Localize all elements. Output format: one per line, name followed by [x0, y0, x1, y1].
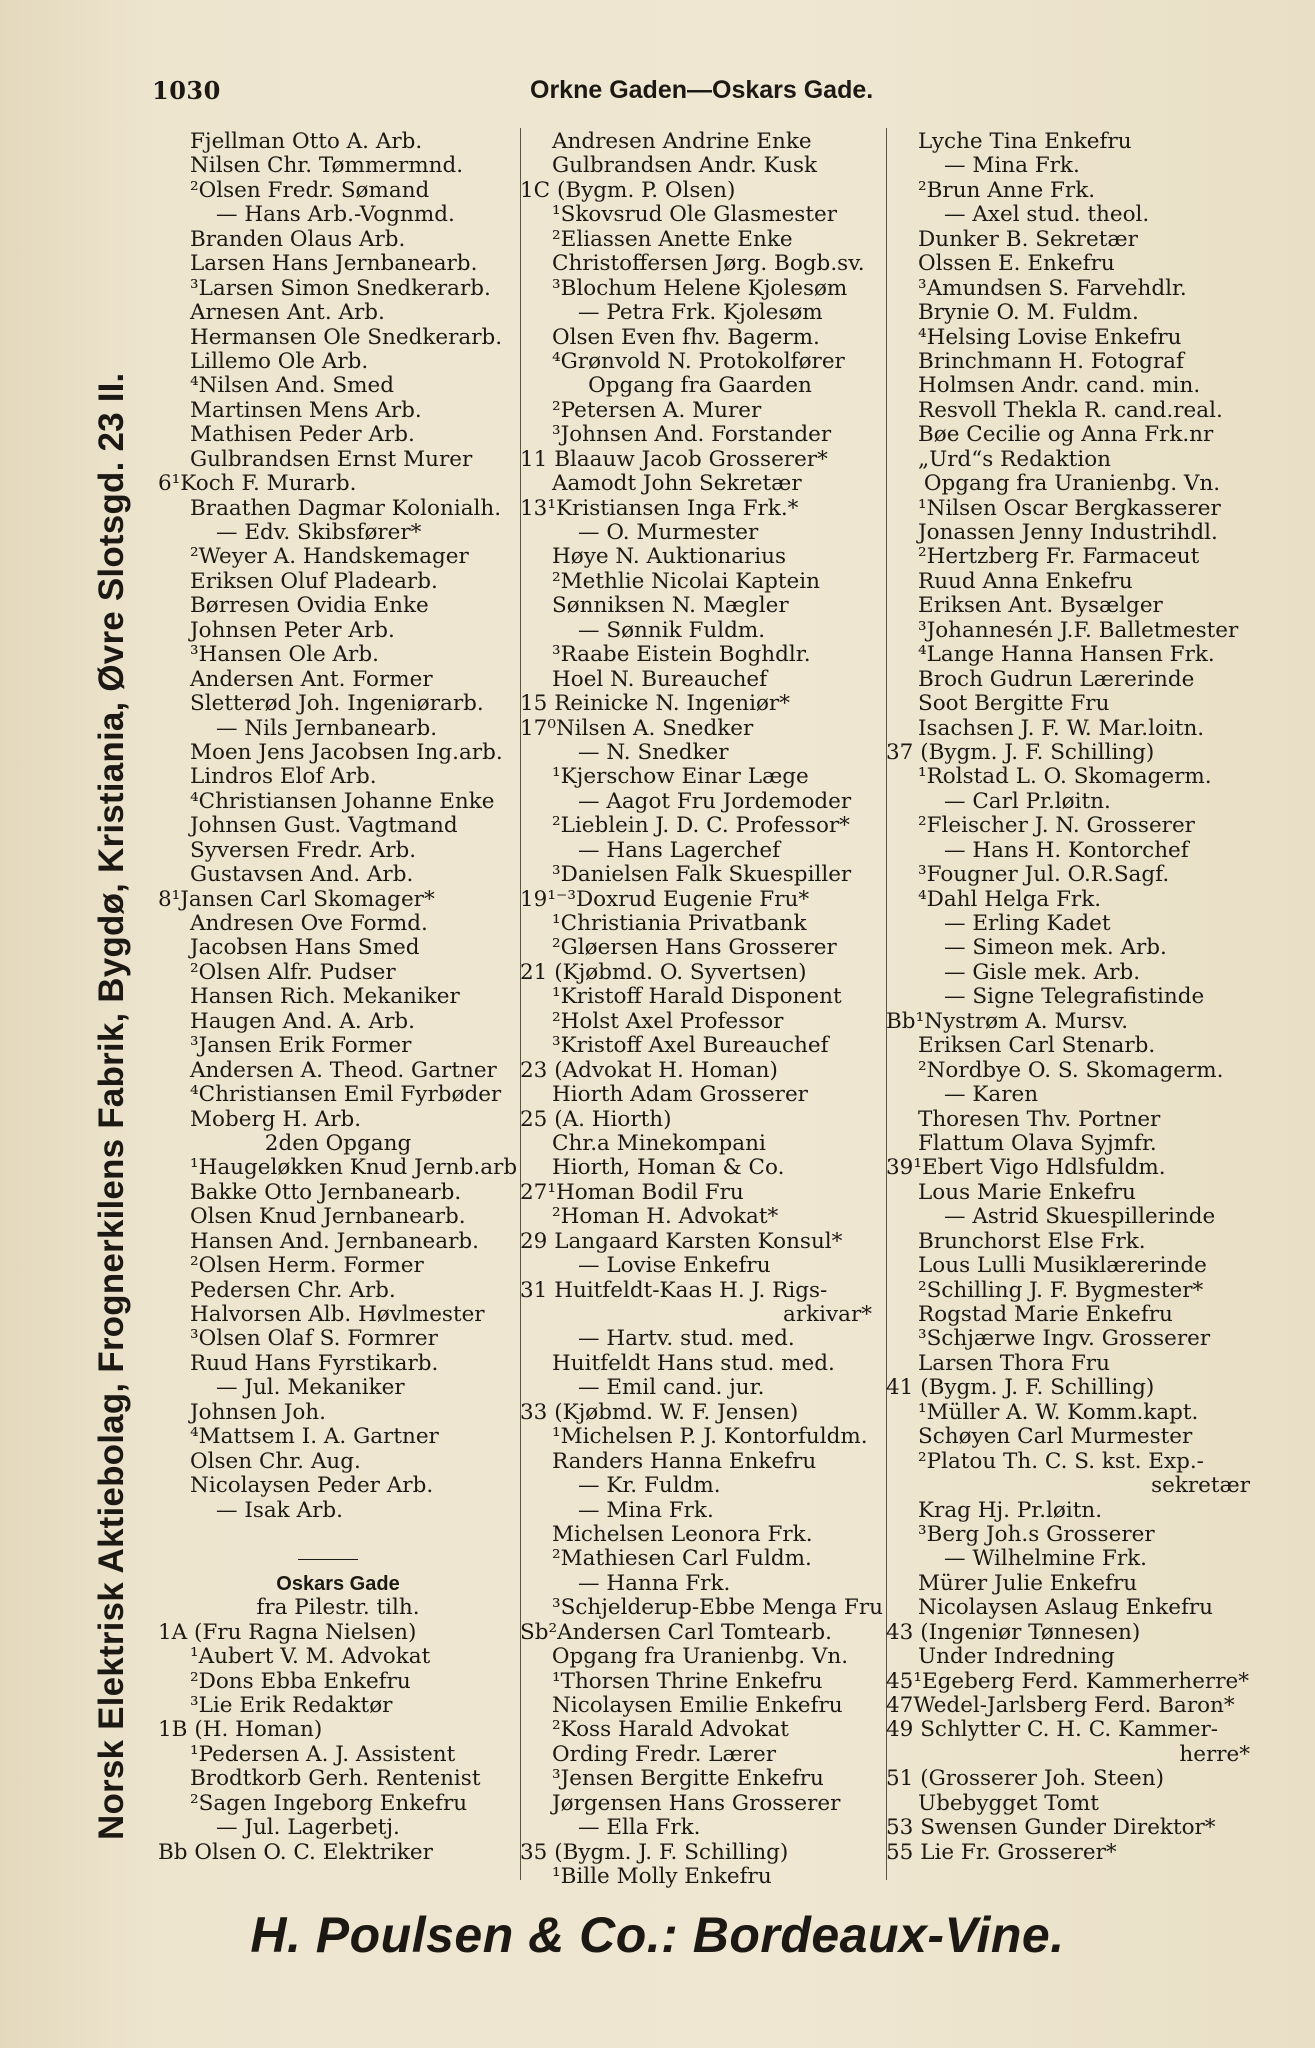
directory-entry: — Emil cand. jur.: [578, 1375, 765, 1401]
directory-entry: ²Platou Th. C. S. kst. Exp.-: [918, 1448, 1204, 1474]
directory-entry: ³Jansen Erik Former: [190, 1033, 412, 1059]
directory-entry: ⁴Mattsem I. A. Gartner: [190, 1424, 439, 1450]
directory-entry: 53 Swensen Gunder Direktor*: [886, 1815, 1216, 1841]
directory-entry: Olsen Even fhv. Bagerm.: [552, 324, 820, 350]
directory-entry: 45¹Egeberg Ferd. Kammerherre*: [886, 1668, 1249, 1694]
directory-entry: Hiorth, Homan & Co.: [552, 1155, 785, 1181]
directory-entry: — N. Snedker: [578, 739, 729, 765]
directory-entry: Rogstad Marie Enkefru: [918, 1302, 1173, 1327]
directory-entry: — Hans H. Kontorchef: [944, 837, 1189, 863]
directory-entry: ³Jensen Bergitte Enkefru: [552, 1766, 824, 1792]
directory-entry: Soot Bergitte Fru: [918, 691, 1110, 717]
directory-entry: — Erling Kadet: [944, 911, 1111, 936]
directory-entry: Sønniksen N. Mægler: [552, 593, 789, 619]
directory-entry: Isachsen J. F. W. Mar.loitn.: [918, 715, 1205, 741]
directory-entry: Moen Jens Jacobsen Ing.arb.: [190, 739, 503, 765]
directory-entry: Braathen Dagmar Kolonialh.: [190, 495, 502, 521]
directory-entry: ⁴Christiansen Emil Fyrbøder: [190, 1082, 502, 1108]
directory-entry: ²Nordbye O. S. Skomagerm.: [918, 1057, 1224, 1083]
directory-entry: — Jul. Mekaniker: [216, 1375, 405, 1401]
directory-entry: Thoresen Thv. Portner: [918, 1106, 1161, 1132]
directory-entry: 35 (Bygm. J. F. Schilling): [520, 1839, 789, 1865]
directory-entry: — Nils Jernbanearb.: [216, 715, 438, 741]
directory-entry: ³Hansen Ole Arb.: [190, 642, 379, 668]
directory-entry: Lindros Elof Arb.: [190, 764, 377, 790]
directory-entry: ¹Kristoff Harald Disponent: [552, 984, 842, 1010]
directory-entry: ²Mathiesen Carl Fuldm.: [552, 1546, 812, 1572]
directory-entry: — Signe Telegrafistinde: [944, 984, 1205, 1010]
directory-entry: Gulbrandsen Andr. Kusk: [552, 153, 818, 179]
directory-entry: 47Wedel-Jarlsberg Ferd. Baron*: [886, 1693, 1235, 1718]
directory-entry: ¹Skovsrud Ole Glasmester: [552, 202, 837, 228]
directory-entry: — Kr. Fuldm.: [578, 1473, 721, 1499]
directory-entry: Lous Lulli Musiklærerinde: [918, 1253, 1207, 1279]
directory-entry: Sletterød Joh. Ingeniørarb.: [190, 691, 484, 717]
directory-entry: ²Homan H. Advokat*: [552, 1204, 779, 1230]
directory-entry: Bb¹Nystrøm A. Mursv.: [886, 1008, 1129, 1034]
directory-entry: Moberg H. Arb.: [190, 1106, 362, 1132]
directory-entry: 13¹Kristiansen Inga Frk.*: [520, 495, 799, 521]
directory-entry: Nicolaysen Peder Arb.: [190, 1473, 434, 1499]
directory-entry: Hermansen Ole Snedkerarb.: [190, 324, 503, 350]
directory-entry: ²Olsen Fredr. Sømand: [190, 177, 430, 203]
directory-entry: ²Fleischer J. N. Grosserer: [918, 813, 1195, 839]
section-divider: [158, 1547, 518, 1571]
directory-entry: Brodtkorb Gerh. Rentenist: [190, 1766, 481, 1792]
directory-entry: Børresen Ovidia Enke: [190, 593, 429, 619]
directory-entry: Martinsen Mens Arb.: [190, 397, 422, 423]
directory-entry: ²Sagen Ingeborg Enkefru: [190, 1790, 468, 1816]
directory-entry: fra Pilestr. tilh.: [256, 1595, 420, 1621]
directory-entry: 27¹Homan Bodil Fru: [520, 1179, 744, 1205]
directory-entry: ²Lieblein J. D. C. Professor*: [552, 813, 850, 839]
directory-entry: — Hans Arb.-Vognmd.: [216, 202, 455, 228]
directory-entry: ³Schjelderup-Ebbe Menga Fru: [552, 1595, 883, 1621]
directory-entry: Jørgensen Hans Grosserer: [552, 1790, 841, 1816]
column-1: [158, 130, 518, 1865]
directory-entry: Flattum Olava Syjmfr.: [918, 1130, 1157, 1156]
directory-entry: Randers Hanna Enkefru: [552, 1448, 817, 1474]
directory-entry: ³Danielsen Falk Skuespiller: [552, 862, 852, 888]
directory-entry: Ruud Hans Fyrstikarb.: [190, 1350, 439, 1376]
directory-entry: Andresen Andrine Enke: [552, 129, 812, 154]
side-advertisement: Norsk Elektrisk Aktiebolag, Frognerkilens Fabrik, Bygdø, Kristiania, Øvre Slotsgd. 23 II.: [92, 372, 131, 1840]
directory-entry: — Mina Frk.: [578, 1497, 714, 1523]
directory-entry: ¹Michelsen P. J. Kontorfuldm.: [552, 1424, 868, 1450]
directory-entry: Holmsen Andr. cand. min.: [918, 373, 1201, 399]
directory-entry: Under Indredning: [918, 1644, 1115, 1670]
directory-entry: Eriksen Carl Stenarb.: [918, 1033, 1156, 1059]
directory-entry: Hoel N. Bureauchef: [552, 666, 768, 692]
directory-entry: Ubebygget Tomt: [918, 1790, 1099, 1816]
directory-entry: Broch Gudrun Lærerinde: [918, 666, 1195, 692]
directory-entry: ³Larsen Simon Snedkerarb.: [190, 275, 491, 301]
directory-entry: — Astrid Skuespillerinde: [944, 1204, 1216, 1230]
directory-entry: Haugen And. A. Arb.: [190, 1008, 415, 1034]
directory-entry: — Simeon mek. Arb.: [944, 935, 1167, 961]
directory-entry: ³Johnsen And. Forstander: [552, 422, 832, 448]
directory-entry: ²Hertzberg Fr. Farmaceut: [918, 544, 1200, 570]
directory-entry: ²Holst Axel Professor: [552, 1008, 784, 1034]
directory-entry: Lillemo Ole Arb.: [190, 348, 369, 374]
directory-entry: Opgang fra Uranienbg. Vn.: [923, 471, 1221, 497]
directory-entry: Lous Marie Enkefru: [918, 1179, 1136, 1205]
directory-entry: — Wilhelmine Frk.: [944, 1546, 1147, 1572]
directory-entry: 29 Langaard Karsten Konsul*: [520, 1228, 843, 1254]
directory-entry: — Isak Arb.: [216, 1497, 343, 1523]
directory-entry: Mathisen Peder Arb.: [190, 422, 415, 448]
directory-entry: Syversen Fredr. Arb.: [190, 837, 417, 863]
directory-entry: ³Olsen Olaf S. Formrer: [190, 1326, 438, 1352]
directory-entry: — Edv. Skibsfører*: [216, 520, 422, 545]
directory-entry: Lyche Tina Enkefru: [918, 129, 1132, 154]
directory-entry: Ording Fredr. Lærer: [552, 1741, 777, 1767]
directory-entry: Brunchorst Else Frk.: [918, 1228, 1146, 1254]
directory-entry: — Lovise Enkefru: [578, 1253, 771, 1279]
directory-entry: ³Kristoff Axel Bureauchef: [552, 1033, 829, 1059]
directory-entry: 49 Schlytter C. H. C. Kammer-: [886, 1717, 1218, 1743]
directory-entry: 17⁰Nilsen A. Snedker: [520, 715, 754, 741]
column-2: [520, 129, 883, 1890]
directory-entry: ²Eliassen Anette Enke: [552, 226, 793, 252]
directory-entry: ⁴Nilsen And. Smed: [190, 373, 395, 399]
directory-entry: Michelsen Leonora Frk.: [552, 1521, 813, 1547]
directory-entry: — Hartv. stud. med.: [578, 1326, 795, 1352]
directory-entry: 2den Opgang: [264, 1130, 412, 1156]
directory-entry: Opgang fra Uranienbg. Vn.: [551, 1644, 849, 1670]
directory-entry: ³Johannesén J.F. Balletmester: [918, 617, 1239, 643]
directory-entry: Nicolaysen Aslaug Enkefru: [918, 1595, 1214, 1621]
directory-entry: Chr.a Minekompani: [552, 1130, 766, 1156]
directory-entry: Olsen Knud Jernbanearb.: [190, 1204, 466, 1230]
directory-entry: Oskars Gade: [276, 1572, 400, 1595]
directory-entry: Huitfeldt Hans stud. med.: [552, 1350, 835, 1376]
directory-entry: 11 Blaauw Jacob Grosserer*: [520, 446, 828, 472]
directory-entry: 1B (H. Homan): [158, 1717, 323, 1743]
directory-entry: 6¹Koch F. Murarb.: [158, 471, 357, 497]
directory-entry: ¹Pedersen A. J. Assistent: [190, 1741, 456, 1767]
directory-entry: „Urd“s Redaktion: [918, 446, 1111, 472]
page-title: Orkne Gaden—Oskars Gade.: [530, 76, 874, 104]
directory-entry: 51 (Grosserer Joh. Steen): [886, 1766, 1165, 1792]
directory-entry: ³Berg Joh.s Grosserer: [918, 1521, 1155, 1547]
directory-entry: — O. Murmester: [578, 520, 759, 545]
directory-entry: Hansen And. Jernbanearb.: [190, 1228, 479, 1254]
directory-entry: ³Lie Erik Redaktør: [190, 1693, 393, 1718]
directory-entry: ¹Haugeløkken Knud Jernb.arb: [190, 1155, 518, 1181]
directory-entry: ²Weyer A. Handskemager: [190, 544, 469, 570]
directory-entry: ⁴Christiansen Johanne Enke: [190, 788, 495, 814]
directory-entry: Olssen E. Enkefru: [918, 251, 1115, 277]
directory-entry: Krag Hj. Pr.løitn.: [918, 1497, 1103, 1523]
directory-entry: Brynie O. M. Fuldm.: [918, 300, 1139, 326]
directory-entry: 33 (Kjøbmd. W. F. Jensen): [520, 1399, 799, 1425]
directory-entry: 25 (A. Hiorth): [520, 1106, 672, 1132]
directory-entry: ¹Thorsen Thrine Enkefru: [552, 1668, 823, 1694]
directory-entry: — Carl Pr.løitn.: [944, 788, 1111, 814]
directory-entry: ²Gløersen Hans Grosserer: [552, 935, 837, 961]
directory-entry: — Axel stud. theol.: [944, 202, 1150, 228]
directory-entry: Pedersen Chr. Arb.: [190, 1277, 396, 1303]
directory-entry: — Aagot Fru Jordemoder: [578, 788, 852, 814]
directory-entry: herre*: [1179, 1741, 1250, 1767]
directory-entry: Aamodt John Sekretær: [552, 471, 802, 497]
directory-entry: ¹Rolstad L. O. Skomagerm.: [918, 764, 1212, 790]
directory-entry: Olsen Chr. Aug.: [190, 1448, 361, 1474]
directory-entry: ¹Christiania Privatbank: [552, 911, 807, 936]
directory-entry: ⁴Helsing Lovise Enkefru: [918, 324, 1182, 350]
directory-entry: ²Olsen Alfr. Pudser: [190, 959, 396, 985]
directory-entry: Andresen Ove Formd.: [190, 911, 428, 936]
directory-entry: ¹Aubert V. M. Advokat: [190, 1644, 431, 1670]
directory-entry: 1A (Fru Ragna Nielsen): [158, 1619, 417, 1645]
directory-entry: 41 (Bygm. J. F. Schilling): [886, 1375, 1155, 1401]
directory-entry: ³Raabe Eistein Boghdlr.: [552, 642, 811, 668]
directory-entry: ⁴Lange Hanna Hansen Frk.: [918, 642, 1215, 668]
directory-entry: Ruud Anna Enkefru: [918, 568, 1133, 594]
column-3: [886, 130, 1258, 1865]
directory-entry: ³Fougner Jul. O.R.Sagf.: [918, 862, 1170, 888]
directory-entry: 8¹Jansen Carl Skomager*: [158, 886, 435, 912]
directory-entry: 19¹⁻³Doxrud Eugenie Fru*: [520, 886, 810, 912]
directory-entry: — Hanna Frk.: [578, 1570, 731, 1596]
directory-entry: Opgang fra Gaarden: [588, 373, 812, 399]
directory-entry: Eriksen Oluf Pladearb.: [190, 568, 438, 594]
directory-entry: Brinchmann H. Fotograf: [918, 348, 1184, 374]
directory-entry: ⁴Grønvold N. Protokolfører: [552, 348, 845, 374]
directory-entry: Resvoll Thekla R. cand.real.: [918, 397, 1223, 423]
directory-entry: Jonassen Jenny Industrihdl.: [918, 520, 1218, 545]
directory-entry: — Ella Frk.: [578, 1815, 701, 1841]
directory-entry: ²Petersen A. Murer: [552, 397, 762, 423]
directory-entry: 55 Lie Fr. Grosserer*: [886, 1839, 1117, 1865]
directory-entry: Nilsen Chr. Tømmermnd.: [190, 153, 464, 179]
directory-entry: Hansen Rich. Mekaniker: [190, 984, 460, 1010]
directory-entry: — Sønnik Fuldm.: [578, 617, 766, 643]
directory-entry: Johnsen Joh.: [190, 1399, 326, 1425]
footer-advertisement: H. Poulsen & Co.: Bordeaux-Vine.: [250, 1907, 1065, 1963]
page-number: 1030: [152, 76, 221, 105]
directory-entry: Halvorsen Alb. Høvlmester: [190, 1302, 485, 1327]
directory-entry: Nicolaysen Emilie Enkefru: [552, 1693, 843, 1718]
directory-entry: Mürer Julie Enkefru: [918, 1570, 1138, 1596]
directory-entry: ²Schilling J. F. Bygmester*: [918, 1277, 1204, 1303]
directory-entry: Dunker B. Sekretær: [918, 226, 1138, 252]
directory-entry: Arnesen Ant. Arb.: [190, 300, 385, 326]
directory-entry: Schøyen Carl Murmester: [918, 1424, 1193, 1450]
directory-entry: 21 (Kjøbmd. O. Syvertsen): [520, 959, 807, 985]
directory-entry: Larsen Thora Fru: [918, 1350, 1110, 1376]
directory-entry: Eriksen Ant. Bysælger: [918, 593, 1163, 619]
directory-entry: ³Schjærwe Ingv. Grosserer: [918, 1326, 1211, 1352]
blank-line: [158, 1523, 518, 1547]
directory-entry: — Hans Lagerchef: [578, 837, 781, 863]
directory-entry: ³Blochum Helene Kjolesøm: [552, 275, 848, 301]
directory-entry: — Mina Frk.: [944, 153, 1080, 179]
directory-entry: — Jul. Lagerbetj.: [216, 1815, 400, 1841]
directory-entry: Andersen A. Theod. Gartner: [190, 1057, 497, 1083]
directory-entry: Johnsen Peter Arb.: [190, 617, 395, 643]
directory-entry: 31 Huitfeldt-Kaas H. J. Rigs-: [520, 1277, 828, 1303]
directory-entry: ²Dons Ebba Enkefru: [190, 1668, 411, 1694]
directory-entry: ²Olsen Herm. Former: [190, 1253, 424, 1279]
directory-entry: arkivar*: [783, 1302, 872, 1327]
directory-entry: Sb²Andersen Carl Tomtearb.: [520, 1619, 833, 1645]
directory-entry: 37 (Bygm. J. F. Schilling): [886, 739, 1155, 765]
directory-entry: Jacobsen Hans Smed: [190, 935, 420, 961]
directory-entry: ³Amundsen S. Farvehdlr.: [918, 275, 1187, 301]
directory-entry: Gulbrandsen Ernst Murer: [190, 446, 473, 472]
directory-entry: Bøe Cecilie og Anna Frk.nr: [918, 422, 1214, 448]
directory-entry: Andersen Ant. Former: [190, 666, 433, 692]
directory-entry: Fjellman Otto A. Arb.: [190, 129, 423, 154]
directory-entry: Christoffersen Jørg. Bogb.sv.: [552, 251, 865, 277]
directory-entry: 15 Reinicke N. Ingeniør*: [520, 691, 790, 717]
directory-entry: ¹Bille Molly Enkefru: [552, 1864, 772, 1890]
directory-entry: ²Methlie Nicolai Kaptein: [552, 568, 820, 594]
directory-entry: Høye N. Auktionarius: [552, 544, 787, 570]
directory-entry: 43 (Ingeniør Tønnesen): [886, 1619, 1141, 1645]
directory-entry: Hiorth Adam Grosserer: [552, 1082, 808, 1108]
directory-entry: — Karen: [944, 1082, 1039, 1108]
directory-entry: ²Koss Harald Advokat: [552, 1717, 789, 1743]
directory-entry: 23 (Advokat H. Homan): [520, 1057, 778, 1083]
directory-entry: — Petra Frk. Kjolesøm: [578, 300, 823, 326]
directory-entry: Branden Olaus Arb.: [190, 226, 406, 252]
directory-entry: ¹Kjerschow Einar Læge: [552, 764, 809, 790]
directory-entry: ¹Müller A. W. Komm.kapt.: [918, 1399, 1199, 1425]
directory-entry: ²Brun Anne Frk.: [918, 177, 1096, 203]
directory-entry: Johnsen Gust. Vagtmand: [190, 813, 458, 839]
directory-entry: sekretær: [1151, 1473, 1250, 1499]
directory-entry: Gustavsen And. Arb.: [190, 862, 414, 888]
directory-entry: 1C (Bygm. P. Olsen): [520, 177, 736, 203]
directory-entry: ¹Nilsen Oscar Bergkasserer: [918, 495, 1221, 521]
directory-entry: Bb Olsen O. C. Elektriker: [158, 1839, 433, 1865]
directory-entry: 39¹Ebert Vigo Hdlsfuldm.: [886, 1155, 1166, 1181]
directory-entry: Bakke Otto Jernbanearb.: [190, 1179, 462, 1205]
directory-entry: Larsen Hans Jernbanearb.: [190, 251, 478, 277]
directory-entry: ⁴Dahl Helga Frk.: [918, 886, 1102, 912]
directory-entry: — Gisle mek. Arb.: [944, 959, 1141, 985]
